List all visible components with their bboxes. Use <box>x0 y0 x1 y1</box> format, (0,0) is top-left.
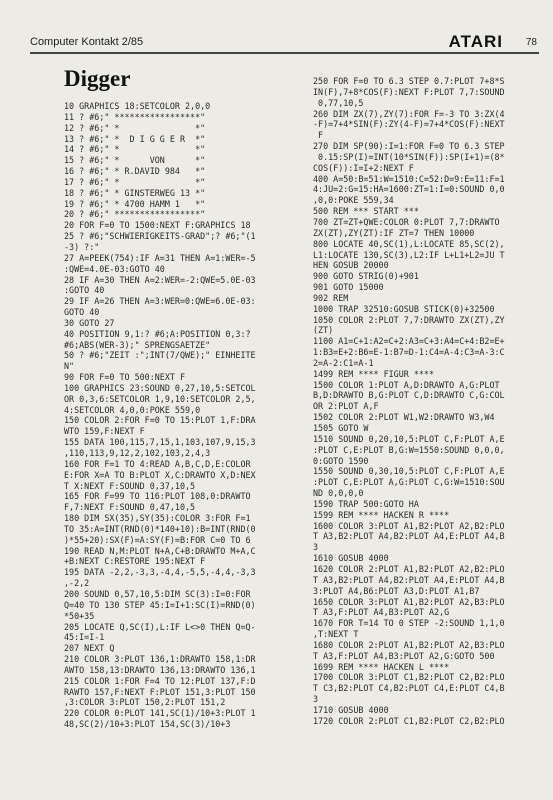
code-line: 11 ? #6;" *****************" <box>64 111 206 122</box>
code-line: WTO 159,F:NEXT F <box>64 426 145 437</box>
code-line: ZX(ZT),ZY(ZT):IF ZT=7 THEN 10000 <box>313 227 475 238</box>
code-line: 14 ? #6;" * *" <box>64 144 206 155</box>
brand-label: ATARI <box>448 32 503 51</box>
code-line: T A3,F:PLOT A4,B3:PLOT A2,G:GOTO 500 <box>313 650 495 661</box>
code-line: E:FOR X=A TO B:PLOT X,C:DRAWTO X,D:NEX <box>64 469 256 480</box>
code-line: 205 LOCATE Q,SC(I),L:IF L<>0 THEN Q=Q- <box>64 621 256 632</box>
code-line: 215 COLOR 1:FOR F=4 TO 12:PLOT 137,F:D <box>64 675 256 686</box>
code-line: 1050 COLOR 2:PLOT 7,7:DRAWTO ZX(ZT),ZY <box>313 314 505 325</box>
code-line: T C3,B2:PLOT C4,B2:PLOT C4,E:PLOT C4,B <box>313 683 505 694</box>
code-line: COS(F)):I=I+2:NEXT F <box>313 162 414 173</box>
code-line: F <box>313 130 324 141</box>
code-line: 29 IF A=26 THEN A=3:WER=0:QWE=6.0E-03: <box>64 296 256 307</box>
code-line: 1510 SOUND 0,20,10,5:PLOT C,F:PLOT A,E <box>313 433 505 444</box>
code-line: 220 COLOR 0:PLOT 141,SC(1)/10+3:PLOT 1 <box>64 708 256 719</box>
code-line: 2=A-2:C1=A-1 <box>313 357 374 368</box>
code-line: 195 DATA -2,2,-3,3,-4,4,-5,5,-4,4,-3,3 <box>64 567 256 578</box>
code-line: 28 IF A=30 THEN A=2:WER=-2:QWE=5.0E-03 <box>64 274 256 285</box>
code-line: 150 COLOR 2:FOR F=0 TO 15:PLOT 1,F:DRA <box>64 415 256 426</box>
code-line: 1710 GOSUB 4000 <box>313 704 389 715</box>
code-line: )*55+20):SX(F)=A:SY(F)=B:FOR C=0 TO 6 <box>64 534 251 545</box>
code-line: 800 LOCATE 40,SC(1),L:LOCATE 85,SC(2), <box>313 238 505 249</box>
code-line: 902 REM <box>313 292 349 303</box>
code-line: 1610 GOSUB 4000 <box>313 553 389 564</box>
code-line: HEN GOSUB 20000 <box>313 260 389 271</box>
code-line: 48,SC(2)/10+3:PLOT 154,SC(3)/10+3 <box>64 719 231 730</box>
code-line: T A3,B2:PLOT A4,B2:PLOT A4,E:PLOT A4,B <box>313 574 505 585</box>
code-line: 0:GOTO 1590 <box>313 455 369 466</box>
code-line: 1100 A1=C+1:A2=C+2:A3=C+3:A4=C+4:B2=E+ <box>313 336 505 347</box>
code-line: 10 GRAPHICS 18:SETCOLOR 2,0,0 <box>64 101 211 111</box>
code-line: 1650 COLOR 3:PLOT A1,B2:PLOT A2,B3:PLO <box>313 596 505 607</box>
code-line: T A3,B2:PLOT A4,B2:PLOT A4,E:PLOT A4,B <box>313 531 505 542</box>
code-line: GOTO 40 <box>64 307 100 318</box>
code-line: 1700 COLOR 3:PLOT C1,B2:PLOT C2,B2:PLO <box>313 672 505 683</box>
code-line: 3 <box>313 542 319 553</box>
code-line: ,-2,2 <box>64 578 90 589</box>
code-line: 18 ? #6;" * GINSTERWEG 13 *" <box>64 187 206 198</box>
code-line: 1720 COLOR 2:PLOT C1,B2:PLOT C2,B2:PLO <box>313 715 505 726</box>
code-line: 1599 REM **** HACKEN R **** <box>313 509 450 520</box>
code-line: IN(F),7+8*COS(F):NEXT F:PLOT 7,7:SOUND <box>313 86 505 97</box>
code-line: ,0,0:POKE 559,34 <box>313 195 394 206</box>
code-line: T X:NEXT F:SOUND 0,37,10,5 <box>64 480 196 491</box>
code-line: TO 35:A=INT(RND(0)*140+10):B=INT(RND(0 <box>64 523 256 534</box>
code-line: 200 SOUND 0,57,10,5:DIM SC(3):I=0:FOR <box>64 588 251 599</box>
code-line: (ZT) <box>313 325 334 336</box>
code-line: F,7:NEXT F:SOUND 0,47,10,5 <box>64 502 196 513</box>
code-line: 1680 COLOR 2:PLOT A1,B2:PLOT A2,B3:PLO <box>313 639 505 650</box>
code-line: 400 A=50:B=51:W=1510:C=52:D=9:E=11:F=1 <box>313 173 505 184</box>
code-line: ,T:NEXT T <box>313 629 359 640</box>
code-line: 1000 TRAP 32510:GOSUB STICK(0)+32500 <box>313 303 495 314</box>
code-line: 40 POSITION 9,1:? #6;A:POSITION 0,3:? <box>64 328 251 339</box>
code-line: 165 FOR F=99 TO 116:PLOT 108,0:DRAWTO <box>64 491 251 502</box>
code-line: :PLOT C,E:PLOT B,G:W=1550:SOUND 0,0,0, <box>313 444 505 455</box>
code-line: 207 NEXT Q <box>64 643 115 654</box>
code-line: 1620 COLOR 2:PLOT A1,B2:PLOT A2,B2:PLO <box>313 563 505 574</box>
code-line: 50 ? #6;"ZEIT :";INT(7/QWE);" EINHEITE <box>64 350 256 361</box>
code-line: T A3,F:PLOT A4,B3:PLOT A2,G <box>313 607 450 618</box>
code-line: 1500 COLOR 1:PLOT A,D:DRAWTO A,G:PLOT <box>313 379 500 390</box>
code-line: :PLOT C,E:PLOT A,G:PLOT C,G:W=1510:SOU <box>313 477 505 488</box>
code-line: 210 COLOR 3:PLOT 136,1:DRAWTO 158,1:DR <box>64 654 256 665</box>
code-line: 500 REM *** START *** <box>313 206 419 217</box>
code-line: L1:LOCATE 130,SC(3),L2:IF L+L1+L2=JU T <box>313 249 505 260</box>
code-line: 3 <box>313 694 319 705</box>
code-line: 700 ZT=ZT+QWE:COLOR 0:PLOT 7,7:DRAWTO <box>313 216 500 227</box>
code-line: 260 DIM ZX(7),ZY(7):FOR F=-3 TO 3:ZX(4 <box>313 108 505 119</box>
code-line: 1502 COLOR 2:PLOT W1,W2:DRAWTO W3,W4 <box>313 412 495 423</box>
code-line: ND 0,0,0,0 <box>313 488 364 499</box>
code-line: 20 ? #6;" *****************" <box>64 209 206 220</box>
code-line: 1:B3=E+2:B6=E-1:B7=D-1:C4=A-4:C3=A-3:C <box>313 347 505 358</box>
code-line: :GOTO 40 <box>64 285 105 296</box>
code-line: 250 FOR F=0 TO 6.3 STEP 0.7:PLOT 7+8*S <box>313 76 505 86</box>
code-line: 4:SETCOLOR 4,0,0:POKE 559,0 <box>64 404 201 415</box>
code-line: 45:I=I-1 <box>64 632 105 643</box>
code-line: 15 ? #6;" * VON *" <box>64 155 206 166</box>
page-number: 78 <box>525 37 537 48</box>
code-line: 12 ? #6;" * *" <box>64 122 206 133</box>
code-line: 16 ? #6;" * R.DAVID 984 *" <box>64 166 206 177</box>
code-line: 100 GRAPHICS 23:SOUND 0,27,10,5:SETCOL <box>64 382 256 393</box>
code-line: 155 DATA 100,115,7,15,1,103,107,9,15,3 <box>64 437 256 448</box>
code-line: 1699 REM **** HACKEN L **** <box>313 661 450 672</box>
code-line: 1670 FOR T=14 TO 0 STEP -2:SOUND 1,1,0 <box>313 618 505 629</box>
code-line: 0.15:SP(I)=INT(10*SIN(F)):SP(I+1)=(8* <box>313 151 505 162</box>
code-line: 900 GOTO STRIG(0)+901 <box>313 271 419 282</box>
code-line: OR 2:PLOT A,F <box>313 401 379 412</box>
code-line: 17 ? #6;" * *" <box>64 176 206 187</box>
code-line: :QWE=4.0E-03:GOTO 40 <box>64 263 165 274</box>
code-line: 3:PLOT A4,B6:PLOT A3,D:PLOT A1,B7 <box>313 585 480 596</box>
code-line: 901 GOTO 15000 <box>313 282 384 293</box>
code-line: 19 ? #6;" * 4700 HAMM 1 *" <box>64 198 206 209</box>
code-line: 1550 SOUND 0,30,10,5:PLOT C,F:PLOT A,E <box>313 466 505 477</box>
code-line: -3) ?:" <box>64 241 100 252</box>
code-line: 1505 GOTO W <box>313 423 369 433</box>
code-line: N" <box>64 361 75 372</box>
code-line: 0,77,10,5 <box>313 97 364 108</box>
code-line: 90 FOR F=0 TO 500:NEXT F <box>64 372 186 383</box>
code-line: 30 GOTO 27 <box>64 317 115 328</box>
code-line: 190 READ N,M:PLOT N+A,C+B:DRAWTO M+A,C <box>64 545 256 556</box>
page-header <box>30 34 539 54</box>
article-title: Digger <box>64 66 131 91</box>
listing-right-column <box>313 76 541 727</box>
code-line: 1590 TRAP 500:GOTO HA <box>313 498 419 509</box>
code-line: #6;ABS(WER-3);" SPRENGSAETZE" <box>64 339 211 350</box>
code-line: 1499 REM **** FIGUR **** <box>313 368 435 379</box>
code-line: 25 ? #6;"SCHWIERIGKEITS-GRAD";? #6;"(1 <box>64 231 256 242</box>
code-line: B,D:DRAWTO B,G:PLOT C,D:DRAWTO C,G:COL <box>313 390 505 401</box>
code-line: -F)=7+4*SIN(F):ZY(4-F)=7+4*COS(F):NEXT <box>313 119 505 130</box>
code-line: 160 FOR F=1 TO 4:READ A,B,C,D,E:COLOR <box>64 458 251 469</box>
code-line: ,3:COLOR 3:PLOT 150,2:PLOT 151,2 <box>64 697 226 708</box>
code-line: +B:NEXT C:RESTORE 195:NEXT F <box>64 556 206 567</box>
code-line: 270 DIM SP(90):I=1:FOR F=0 TO 6.3 STEP <box>313 141 505 152</box>
code-line: *50+35 <box>64 610 95 621</box>
code-line: ,110,113,9,12,2,102,103,2,4,3 <box>64 448 211 458</box>
code-line: AWTO 158,13:DRAWTO 136,13:DRAWTO 136,1 <box>64 664 256 675</box>
code-line: 180 DIM SX(35),SY(35):COLOR 3:FOR F=1 <box>64 513 251 524</box>
code-line: OR 0,3,6:SETCOLOR 1,9,10:SETCOLOR 2,5, <box>64 393 256 404</box>
code-line: 27 A=PEEK(754):IF A=31 THEN A=1:WER=-5 <box>64 252 256 263</box>
code-line: 1600 COLOR 3:PLOT A1,B2:PLOT A2,B2:PLO <box>313 520 505 531</box>
code-line: RAWTO 157,F:NEXT F:PLOT 151,3:PLOT 150 <box>64 686 256 697</box>
listing-left-column <box>64 101 290 730</box>
code-line: 13 ? #6;" * D I G G E R *" <box>64 133 206 144</box>
magazine-name: Computer Kontakt 2/85 <box>30 36 144 48</box>
code-line: Q=40 TO 130 STEP 45:I=I+1:SC(I)=RND(0) <box>64 599 256 610</box>
code-line: 4:JU=2:G=15:HA=1600:ZT=1:I=0:SOUND 0,0 <box>313 184 505 195</box>
code-line: 20 FOR F=0 TO 1500:NEXT F:GRAPHICS 18 <box>64 220 251 231</box>
